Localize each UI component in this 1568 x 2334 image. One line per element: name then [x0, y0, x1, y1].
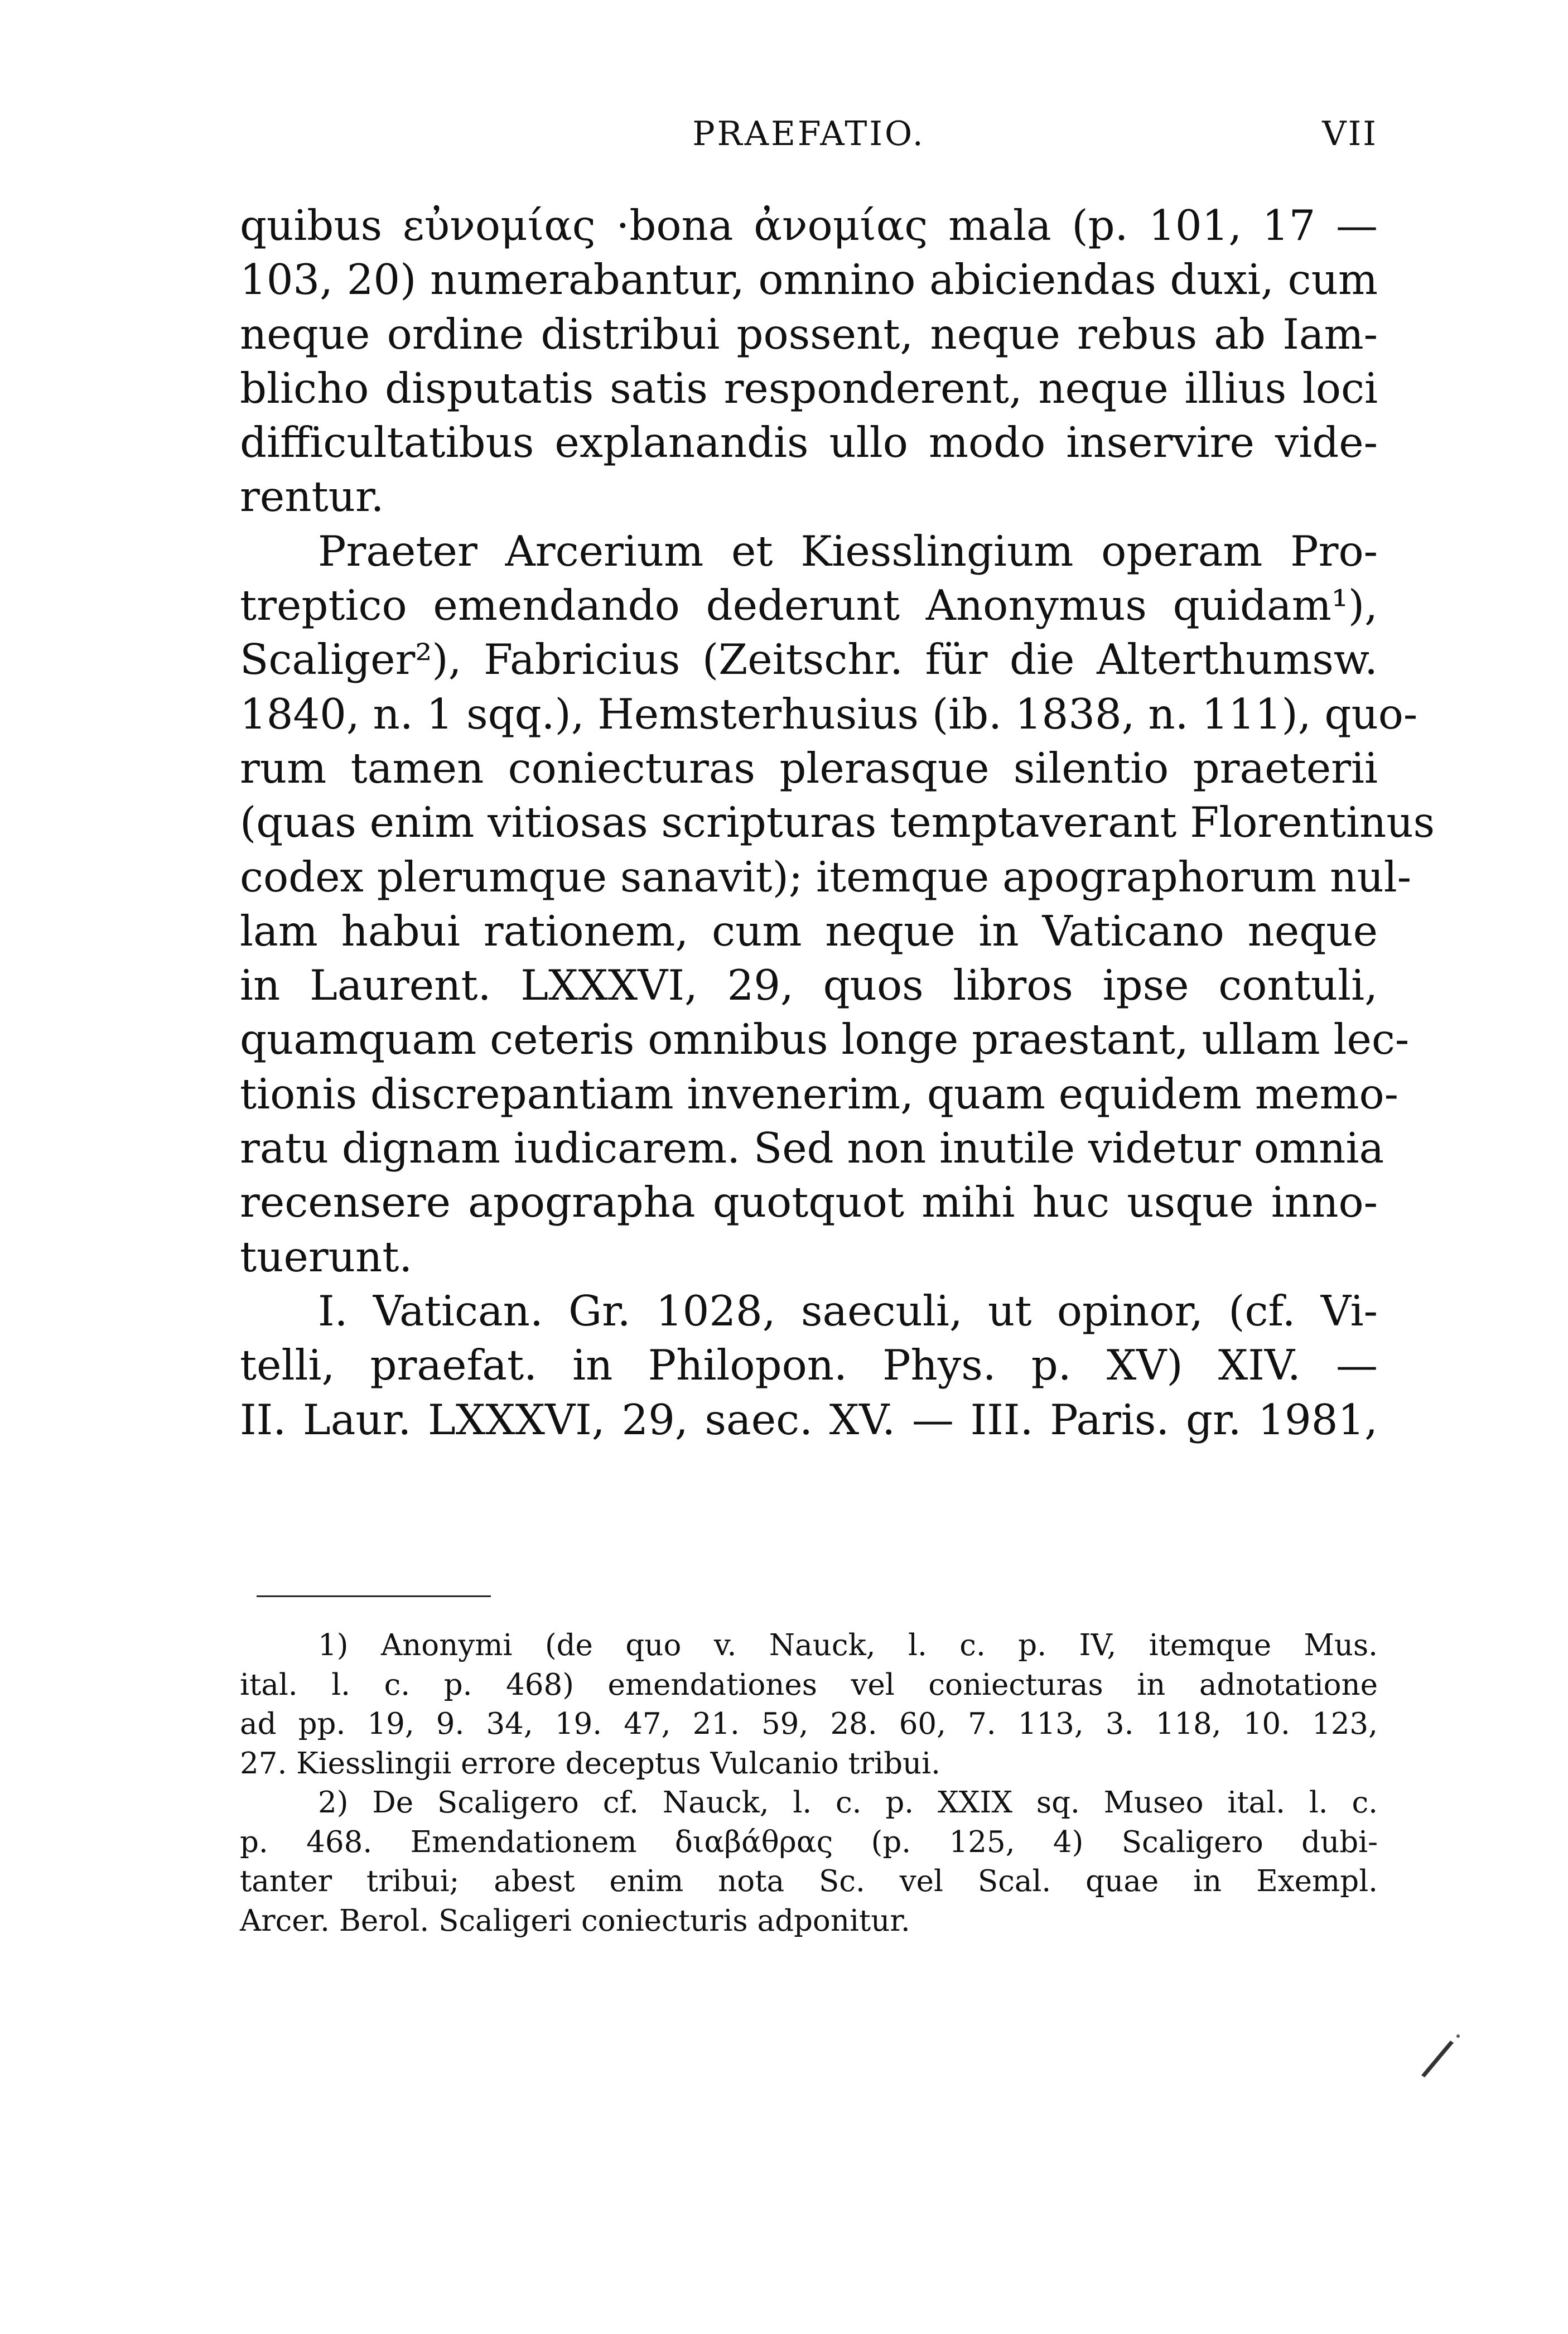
text-line: tionis discrepantiam invenerim, quam equidem memo-	[240, 1069, 1398, 1118]
text-line: difficultatibus explanandis ullo modo inservire vide-	[240, 418, 1378, 467]
text-line: treptico emendando dederunt Anonymus quidam¹),	[240, 581, 1378, 630]
text-line: quibus εὐνομίας ·bona ἀνομίας mala (p. 101, 17 —	[240, 201, 1378, 250]
footnote-line: 1) Anonymi (de quo v. Nauck, l. c. p. IV, itemque Mus.	[318, 1628, 1378, 1662]
footnote-line: tanter tribui; abest enim nota Sc. vel Scal. quae in Exempl.	[240, 1864, 1378, 1898]
text-line: tuerunt.	[240, 1232, 413, 1281]
running-header	[240, 114, 1378, 165]
main-text	[240, 199, 1435, 1447]
footnote-line: 2) De Scaligero cf. Nauck, l. c. p. XXIX sq. Museo ital. l. c.	[318, 1786, 1378, 1820]
footnotes	[240, 1626, 1378, 1941]
text-line: blicho disputatis satis responderent, neque illius loci	[240, 363, 1378, 413]
footnote-line: ital. l. c. p. 468) emendationes vel coniecturas in adnotatione	[240, 1667, 1378, 1702]
text-line: Praeter Arcerium et Kiesslingium operam Pro-	[318, 526, 1378, 576]
text-line: 1840, n. 1 sqq.), Hemsterhusius (ib. 1838, n. 111), quo-	[240, 689, 1418, 739]
running-title: PRAEFATIO.	[692, 114, 925, 153]
text-line: 103, 20) numerabantur, omnino abiciendas duxi, cum	[240, 255, 1378, 305]
ink-mark-icon	[1417, 2031, 1467, 2081]
text-line: in Laurent. LXXXVI, 29, quos libros ipse contuli,	[240, 961, 1378, 1010]
text-line: telli, praefat. in Philopon. Phys. p. XV) XIV. —	[240, 1340, 1378, 1390]
text-line: codex plerumque sanavit); itemque apographorum nul-	[240, 852, 1412, 901]
text-line: ratu dignam iudicarem. Sed non inutile videtur omnia	[240, 1123, 1384, 1173]
text-line: II. Laur. LXXXVI, 29, saec. XV. — III. Paris. gr. 1981,	[240, 1395, 1378, 1444]
text-line: rentur.	[240, 472, 384, 522]
footnote-line: 27. Kiesslingii errore deceptus Vulcanio tribui.	[240, 1746, 940, 1781]
text-line: recensere apographa quotquot mihi huc usque inno-	[240, 1178, 1378, 1227]
text-line: Scaliger²), Fabricius (Zeitschr. für die Alterthumsw.	[240, 635, 1378, 684]
footnote-line: Arcer. Berol. Scaligeri coniecturis adponitur.	[240, 1903, 910, 1938]
footnote-line: p. 468. Emendationem διαβάθρας (p. 125, 4) Scaligero dubi-	[240, 1825, 1378, 1859]
text-line: quamquam ceteris omnibus longe praestant, ullam lec-	[240, 1015, 1410, 1064]
page-number: VII	[1322, 114, 1378, 153]
footnote-separator	[257, 1595, 491, 1597]
text-line: I. Vatican. Gr. 1028, saeculi, ut opinor, (cf. Vi-	[318, 1286, 1378, 1335]
text-line: neque ordine distribui possent, neque rebus ab Iam-	[240, 309, 1378, 359]
text-line: rum tamen coniecturas plerasque silentio praeterii	[240, 743, 1378, 793]
text-line: lam habui rationem, cum neque in Vaticano neque	[240, 906, 1378, 956]
footnote-line: ad pp. 19, 9. 34, 19. 47, 21. 59, 28. 60, 7. 113, 3. 118, 10. 123,	[240, 1707, 1378, 1741]
text-line: (quas enim vitiosas scripturas temptaverant Florentinus	[240, 798, 1435, 847]
